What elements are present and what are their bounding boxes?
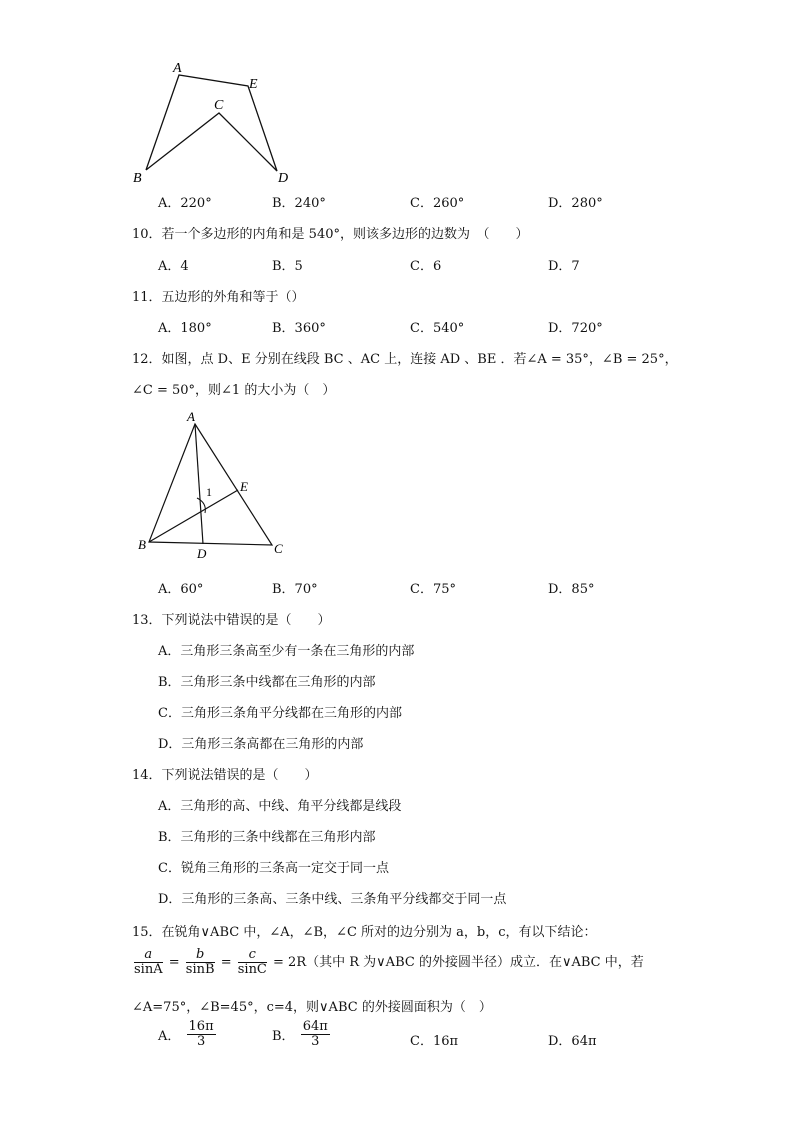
option-label: B． [272,1029,295,1044]
q15-option-b[interactable] [272,1020,332,1049]
formula-tail-text: = 2R（其中 R 为∨ABC 的外接圆半径）成立．在∨ABC 中，若 [273,955,644,970]
fraction-numerator: b [186,948,215,963]
q9-option-a[interactable]: A．220° [158,196,212,211]
figure-triangle-abc [134,405,294,565]
label-B: B [133,171,142,186]
equals-sign: = [220,955,232,970]
q11-option-d[interactable]: D．720° [548,321,603,336]
option-label: A． [158,1029,181,1044]
q14-option-d[interactable]: D．三角形的三条高、三条中线、三条角平分线都交于同一点 [158,892,507,907]
label-E: E [249,77,258,92]
q10-option-d[interactable]: D．7 [548,259,580,274]
q11-option-a[interactable]: A．180° [158,321,212,336]
q12-stem-line2: ∠C = 50°，则∠1 的大小为（ ） [132,383,336,398]
q10-option-b[interactable]: B．5 [272,259,303,274]
label-D: D [278,171,289,186]
figure-polygon-abcde [128,58,298,188]
fraction-denominator: 3 [196,1034,206,1049]
label-A: A [187,409,195,424]
label-D: D [197,546,207,561]
q10-stem: 10．若一个多边形的内角和是 540°，则该多边形的边数为 （ ） [132,227,529,242]
q11-stem: 11．五边形的外角和等于（） [132,290,305,305]
q10-option-a[interactable]: A．4 [158,259,189,274]
fraction-numerator: a [134,948,163,963]
q13-option-b[interactable]: B．三角形三条中线都在三角形的内部 [158,675,376,690]
q12-option-d[interactable]: D．85° [548,582,595,597]
q15-formula-line [132,948,644,977]
q12-option-b[interactable]: B．70° [272,582,318,597]
fraction-a-over-sinA [134,948,163,977]
q13-option-c[interactable]: C．三角形三条角平分线都在三角形的内部 [158,706,402,721]
q15-stem-line1: 15．在锐角∨ABC 中，∠A，∠B，∠C 所对的边分别为 a，b，c，有以下结论： [132,925,597,940]
fraction-numerator: 16π [188,1019,214,1034]
label-C: C [214,98,224,113]
q12-stem-line1: 12．如图，点 D、E 分别在线段 BC 、AC 上，连接 AD 、BE ．若∠A = 35°，∠B = 25°， [132,352,678,367]
q13-option-a[interactable]: A．三角形三条高至少有一条在三角形的内部 [158,644,415,659]
fraction-numerator: 64π [302,1019,328,1034]
fraction-c-over-sinC [238,948,267,977]
q13-option-d[interactable]: D．三角形三条高都在三角形的内部 [158,737,364,752]
label-E: E [240,479,248,494]
equals-sign: = [168,955,180,970]
q12-option-a[interactable]: A．60° [158,582,204,597]
fraction-denominator: 3 [311,1034,320,1049]
q15-stem-line3: ∠A=75°，∠B=45°，c=4，则∨ABC 的外接圆面积为（ ） [132,1000,492,1015]
q14-option-a[interactable]: A．三角形的高、中线、角平分线都是线段 [158,799,402,814]
label-A: A [173,61,182,76]
fraction-16pi-over-3 [187,1020,216,1049]
segment-BE [149,490,238,542]
fraction-64pi-over-3 [301,1020,330,1049]
label-1: 1 [206,485,212,499]
label-C: C [274,541,283,556]
q10-option-c[interactable]: C．6 [410,259,442,274]
q13-stem: 13．下列说法中错误的是（ ） [132,613,331,628]
q11-option-c[interactable]: C．540° [410,321,465,336]
label-B: B [138,537,146,552]
q15-option-c[interactable]: C．16π [410,1034,459,1049]
fraction-b-over-sinB [186,948,215,977]
q15-option-d[interactable]: D．64π [548,1034,597,1049]
q14-stem: 14．下列说法错误的是（ ） [132,768,318,783]
q12-option-c[interactable]: C．75° [410,582,456,597]
fraction-denominator: sinB [185,962,215,977]
q9-option-c[interactable]: C．260° [410,196,465,211]
q14-option-c[interactable]: C．锐角三角形的三条高一定交于同一点 [158,861,389,876]
q11-option-b[interactable]: B．360° [272,321,326,336]
fraction-numerator: c [238,948,267,963]
segment-AD [195,424,203,544]
q15-option-a[interactable] [158,1020,218,1049]
q9-option-d[interactable]: D．280° [548,196,603,211]
fraction-denominator: sinA [134,962,163,977]
q9-option-b[interactable]: B．240° [272,196,326,211]
fraction-denominator: sinC [237,962,267,977]
q14-option-b[interactable]: B．三角形的三条中线都在三角形内部 [158,830,376,845]
